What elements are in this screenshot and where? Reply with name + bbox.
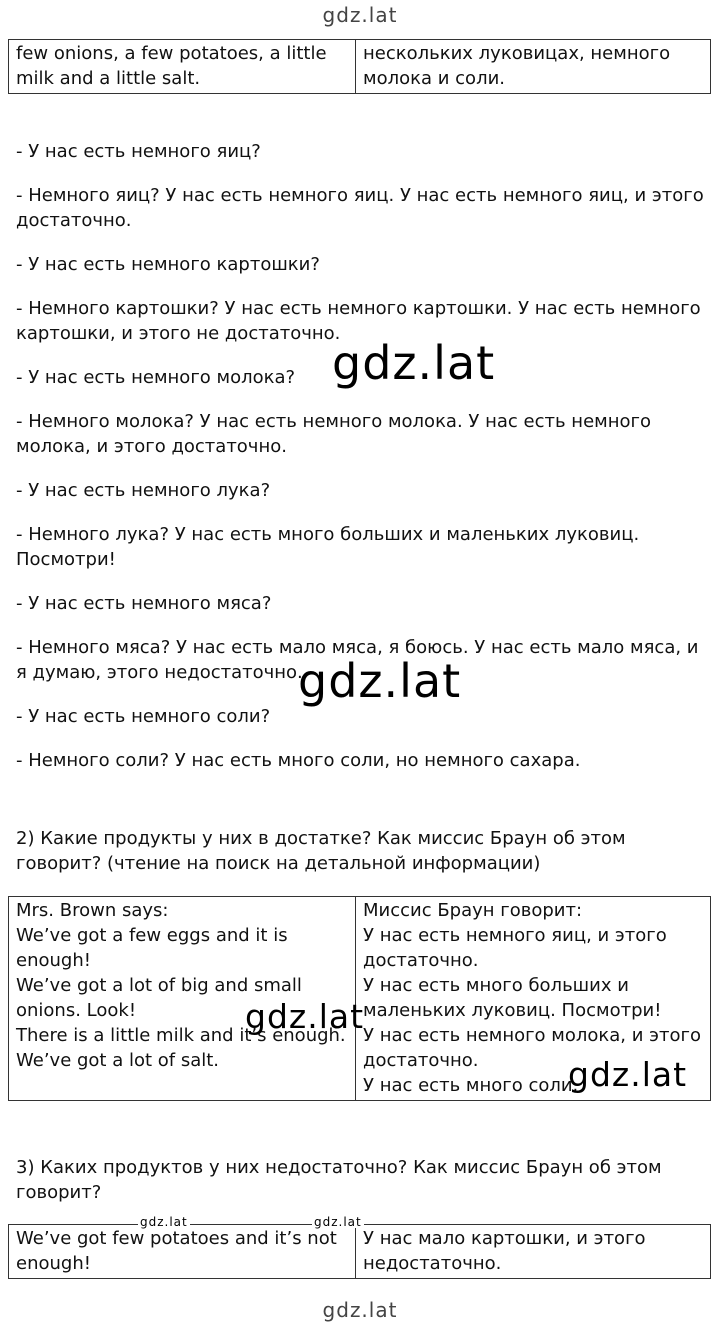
translation-table-3 bbox=[8, 1224, 711, 1279]
text-line: enough! bbox=[16, 1253, 91, 1274]
site-footer: gdz.lat bbox=[322, 1298, 398, 1322]
watermark: gdz.lat bbox=[298, 654, 462, 708]
text-line: We’ve got a few eggs and it is bbox=[16, 925, 288, 946]
watermark: gdz.lat bbox=[140, 1215, 188, 1229]
dialogue-line: - У нас есть немного лука? bbox=[16, 480, 271, 501]
dialogue-line: - У нас есть немного молока? bbox=[16, 367, 296, 388]
russian-cell bbox=[356, 1225, 711, 1279]
dialogue-line: - Немного лука? У нас есть много больших и маленьких луковиц. Посмотри! bbox=[16, 524, 640, 570]
text-line: достаточно. bbox=[363, 1050, 479, 1071]
question-3: 3) Каких продуктов у них недостаточно? Как миссис Браун об этом говорит? bbox=[16, 1157, 662, 1203]
text-line: У нас есть немного молока, и этого bbox=[363, 1025, 702, 1046]
text-line: У нас есть много больших и bbox=[363, 975, 629, 996]
dialogue-line: - Немного молока? У нас есть немного молока. У нас есть немного молока, и этого достаточно. bbox=[16, 411, 651, 457]
text-line: недостаточно. bbox=[363, 1253, 502, 1274]
text-line: Миссис Браун говорит: bbox=[363, 900, 583, 921]
english-cell bbox=[9, 40, 356, 94]
text-line: молока и соли. bbox=[363, 68, 505, 89]
text-line: few onions, a few potatoes, a little bbox=[16, 43, 327, 64]
text-line: enough! bbox=[16, 950, 91, 971]
watermark: gdz.lat bbox=[568, 1055, 688, 1094]
dialogue-line: - Немного соли? У нас есть много соли, но немного сахара. bbox=[16, 750, 581, 771]
text-line: milk and a little salt. bbox=[16, 68, 201, 89]
text-line: We’ve got a lot of salt. bbox=[16, 1050, 220, 1071]
text-line: У нас есть много соли. bbox=[363, 1075, 579, 1096]
question-2: 2) Какие продукты у них в достатке? Как миссис Браун об этом говорит? (чтение на поиск на детальной информации) bbox=[16, 828, 626, 874]
watermark: gdz.lat bbox=[245, 997, 365, 1036]
text-line: У нас мало картошки, и этого bbox=[363, 1228, 646, 1249]
text-line: Mrs. Brown says: bbox=[16, 900, 169, 921]
dialogue-line: - У нас есть немного картошки? bbox=[16, 254, 320, 275]
text-line: У нас есть немного яиц, и этого bbox=[363, 925, 667, 946]
text-line: We’ve got few potatoes and it’s not bbox=[16, 1228, 337, 1249]
text-line: маленьких луковиц. Посмотри! bbox=[363, 1000, 662, 1021]
dialogue-line: - У нас есть немного соли? bbox=[16, 706, 271, 727]
watermark: gdz.lat bbox=[332, 336, 496, 390]
dialogue-line: - Немного яиц? У нас есть немного яиц. У нас есть немного яиц, и этого достаточно. bbox=[16, 185, 704, 231]
text-line: There is a little milk and it’s enough. bbox=[16, 1025, 346, 1046]
site-header: gdz.lat bbox=[322, 3, 398, 27]
english-cell bbox=[9, 1225, 356, 1279]
text-line: нескольких луковицах, немного bbox=[363, 43, 671, 64]
text-line: We’ve got a lot of big and small bbox=[16, 975, 302, 996]
dialogue-line: - Немного мяса? У нас есть мало мяса, я боюсь. У нас есть мало мяса, и я думаю, этого недостаточно. bbox=[16, 637, 699, 683]
text-line: onions. Look! bbox=[16, 1000, 137, 1021]
dialogue-line: - Немного картошки? У нас есть немного картошки. У нас есть немного картошки, и этого не достаточно. bbox=[16, 298, 701, 344]
dialogue-line: - У нас есть немного мяса? bbox=[16, 593, 272, 614]
dialogue-line: - У нас есть немного яиц? bbox=[16, 141, 261, 162]
russian-cell bbox=[356, 40, 711, 94]
watermark: gdz.lat bbox=[314, 1215, 362, 1229]
translation-table-1 bbox=[8, 39, 711, 94]
text-line: достаточно. bbox=[363, 950, 479, 971]
